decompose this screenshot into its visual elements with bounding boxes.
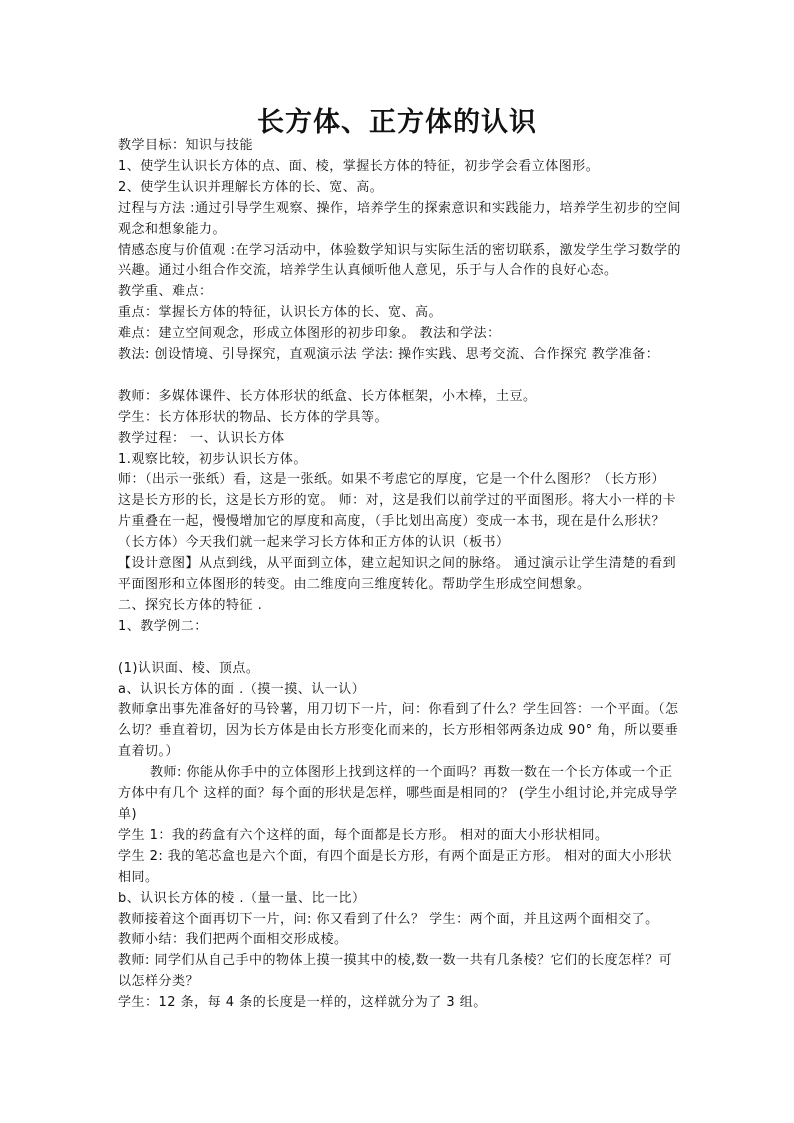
paragraph-design-intent: 【设计意图】从点到线，从平面到立体，建立起知识之间的脉络。 通过演示让学生清楚的看到平面图形和立体图形的转变。由二维度向三维度转化。帮助学生形成空间想象。: [118, 556, 677, 593]
paragraph-emotion-values: 情感态度与价值观 :在学习活动中，体验数学知识与实际生活的密切联系，激发学生学习数学的兴趣。通过小组合作交流，培养学生认真倾听他人意见，乐于与人合作的良好心态。: [118, 242, 682, 279]
paragraph-recognize-edges: b、认识长方体的棱 .（量一量、比一比）: [118, 890, 366, 906]
paragraph-second-cut: 教师接着这个面再切下一片，问: 你又看到了什么？ 学生：两个面，并且这两个面相交了。: [118, 911, 659, 927]
document-title: 长方体、正方体的认识: [257, 107, 537, 138]
paragraph-key-point: 重点：掌握长方体的特征，认识长方体的长、宽、高。: [118, 305, 443, 321]
paragraph-student-1: 学生 1：我的药盒有六个这样的面，每个面都是长方形。 相对的面大小形状相同。: [118, 827, 609, 843]
paragraph-teacher-summary: 教师小结：我们把两个面相交形成棱。: [118, 932, 348, 948]
paragraph-student-2: 学生 2: 我的笔芯盒也是六个面，有四个面是长方形，有两个面是正方形。 相对的面大小形状相同。: [118, 848, 673, 885]
paragraph-teacher-paper-demo: 师：（出示一张纸）看，这是一张纸。如果不考虑它的厚度，它是一个什么图形？（长方形） 这是长方形的长，这是长方形的宽。 师：对，这是我们以前学过的平面图形。将大小一样的卡片重叠在一起，慢慢增加它的厚度和高度，（手比划出高度）变成一本书，现在是什么形状？（长方体）今天我们就一起来学习长方体和正方体的认识（板书）: [118, 472, 677, 551]
paragraph-objective-1: 1、使学生认识长方体的点、面、棱，掌握长方体的特征，初步学会看立体图形。: [118, 158, 600, 174]
paragraph-difficulty: 难点：建立空间观念，形成立体图形的初步印象。 教法和学法：: [118, 326, 501, 342]
paragraph-key-points-heading: 教学重、难点：: [118, 284, 213, 300]
paragraph-example-2: 1、教学例二：: [118, 618, 208, 634]
paragraph-teaching-methods: 教法: 创设情境、引导探究，直观演示法 学法: 操作实践、思考交流、合作探究 教学准备：: [118, 347, 660, 363]
paragraph-teacher-materials: 教师：多媒体课件、长方体形状的纸盒、长方体框架，小木棒，土豆。: [118, 388, 537, 404]
paragraph-section-2-heading: 二、探究长方体的特征 .: [118, 597, 263, 613]
document-body: [118, 136, 683, 1014]
paragraph-recognize-faces-edges-vertices: (1)认识面、棱、顶点。: [118, 660, 260, 676]
paragraph-find-faces: 教师: 你能从你手中的立体图形上找到这样的一个面吗？再数一数在一个长方体或一个正方体中有几个 这样的面？每个面的形状是怎样，哪些面是相同的？ (学生小组讨论,并完成导学单): [118, 765, 678, 822]
paragraph-count-edges: 教师: 同学们从自己手中的物体上摸一摸其中的棱,数一数一共有几条棱？它们的长度怎样？可以怎样分类？: [118, 953, 673, 990]
blank-line: [118, 638, 683, 659]
paragraph-observe-compare: 1.观察比较，初步认识长方体。: [118, 451, 307, 467]
paragraph-process-heading: 教学过程： 一、认识长方体: [118, 430, 285, 446]
paragraph-student-materials: 学生：长方体形状的物品、长方体的学具等。: [118, 409, 389, 425]
paragraph-potato-cut: 教师拿出事先准备好的马铃薯，用刀切下一片，问：你看到了什么？学生回答：一个平面。（怎么切？垂直着切，因为长方体是由长方形变化而来的，长方形相邻两条边成 90° 角，所以要垂直着切。）: [118, 702, 679, 760]
paragraph-objective-2: 2、使学生认识并理解长方体的长、宽、高。: [118, 179, 384, 195]
paragraph-process-methods: 过程与方法 :通过引导学生观察、操作，培养学生的探索意识和实践能力，培养学生初步的空间观念和想象能力。: [118, 200, 682, 237]
paragraph-objectives-heading: 教学目标：知识与技能: [118, 138, 254, 153]
blank-line: [118, 366, 683, 387]
paragraph-recognize-faces: a、认识长方体的面 .（摸一摸、认一认）: [118, 681, 366, 697]
paragraph-student-answer: 学生：12 条，每 4 条的长度是一样的，这样就分为了 3 组。: [118, 995, 487, 1011]
